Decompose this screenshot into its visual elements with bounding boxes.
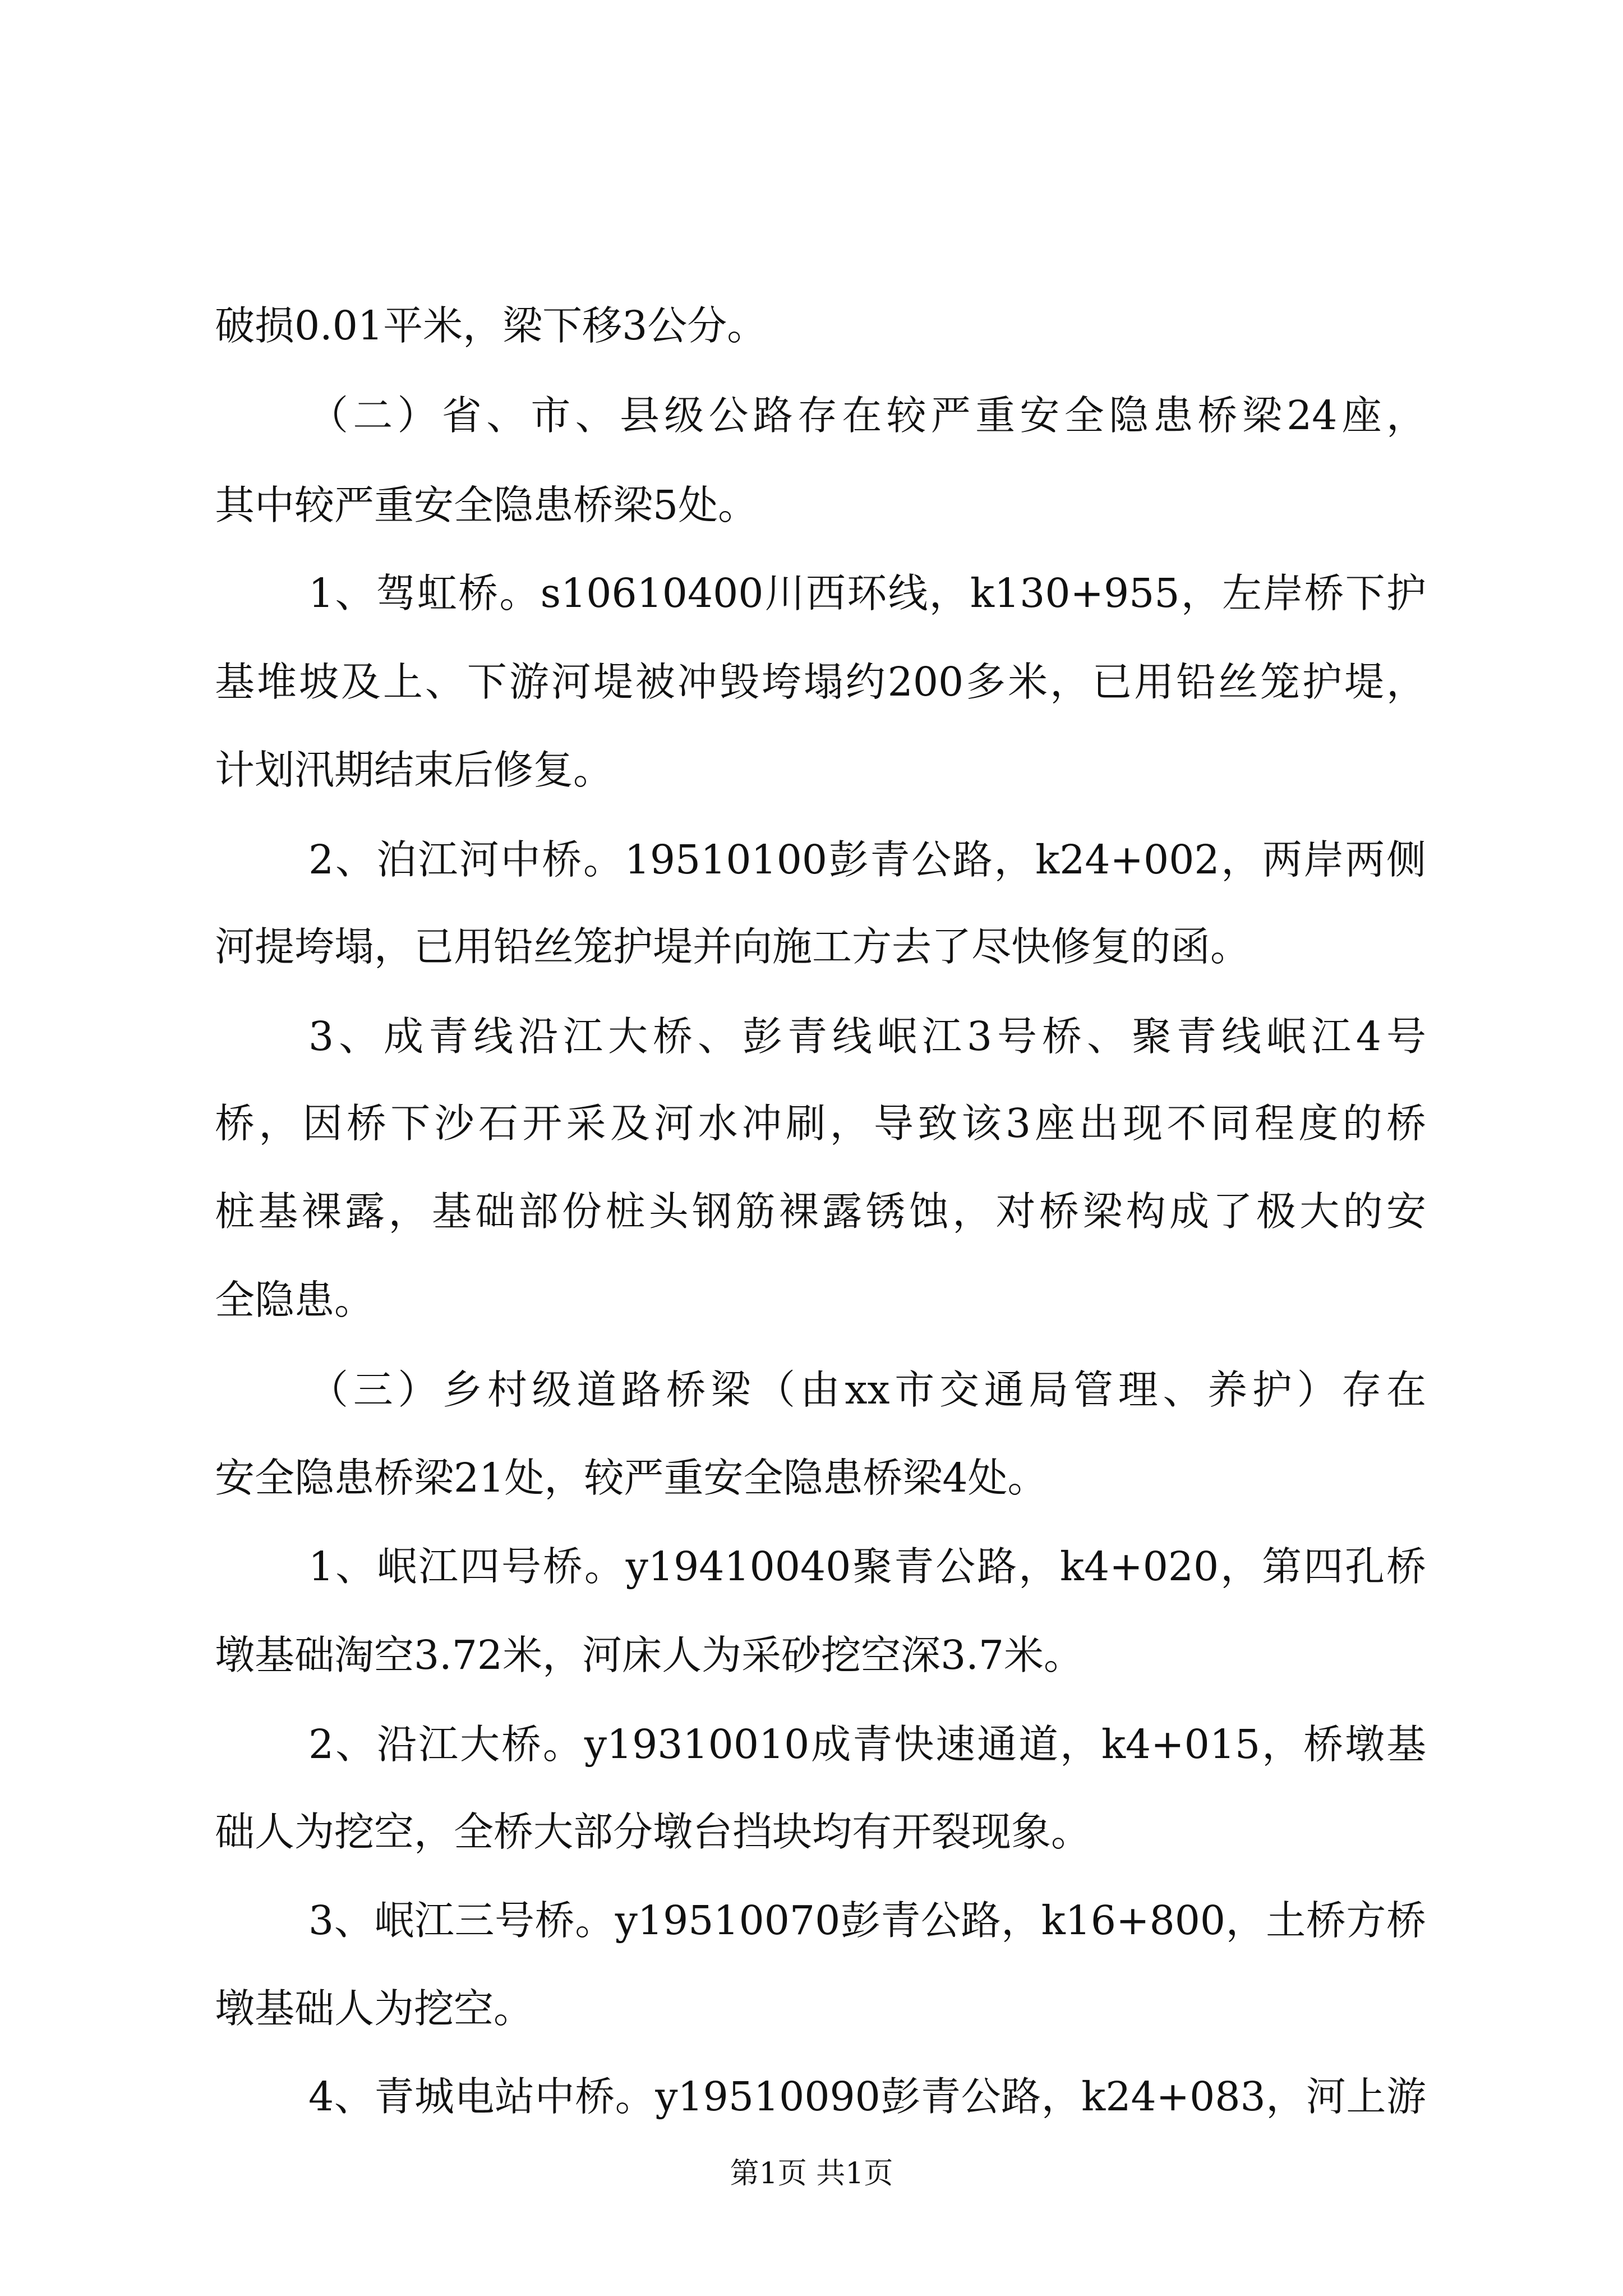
text-line: 墩基础人为挖空。	[215, 1985, 534, 2032]
text-line: 桩基裸露，基础部份桩头钢筋裸露锈蚀，对桥梁构成了极大的安	[215, 1188, 1426, 1235]
text-line: （三）乡村级道路桥梁（由xx市交通局管理、养护）存在	[308, 1366, 1426, 1413]
text-line: 计划汛期结束后修复。	[215, 747, 614, 793]
text-line: 安全隐患桥梁21处，较严重安全隐患桥梁4处。	[215, 1455, 1048, 1501]
text-line: 3、岷江三号桥。y19510070彭青公路，k16+800，土桥方桥	[308, 1897, 1426, 1944]
text-line: 1、岷江四号桥。y19410040聚青公路，k4+020，第四孔桥	[308, 1543, 1426, 1590]
text-line: 础人为挖空，全桥大部分墩台挡块均有开裂现象。	[215, 1809, 1091, 1855]
text-line: 2、沿江大桥。y19310010成青快速通道，k4+015，桥墩基	[308, 1721, 1426, 1768]
text-line: 基堆坡及上、下游河堤被冲毁垮塌约200多米，已用铅丝笼护堤，	[215, 659, 1426, 705]
text-line: 桥，因桥下沙石开采及河水冲刷，导致该3座出现不同程度的桥	[215, 1100, 1426, 1147]
text-line: 破损0.01平米，梁下移3公分。	[215, 302, 767, 349]
text-line: 3、成青线沿江大桥、彭青线岷江3号桥、聚青线岷江4号	[308, 1013, 1426, 1060]
text-line: 1、驾虹桥。s10610400川西环线，k130+955，左岸桥下护	[308, 570, 1426, 616]
text-line: 河提垮塌，已用铅丝笼护堤并向施工方去了尽快修复的函。	[215, 923, 1251, 970]
text-line: 全隐患。	[215, 1277, 375, 1323]
text-line: （二）省、市、县级公路存在较严重安全隐患桥梁24座，	[308, 392, 1426, 439]
text-line: 其中较严重安全隐患桥梁5处。	[215, 482, 758, 528]
text-line: 2、泊江河中桥。19510100彭青公路，k24+002，两岸两侧	[308, 836, 1426, 883]
page-footer: 第1页 共1页	[730, 2157, 893, 2191]
text-line: 4、青城电站中桥。y19510090彭青公路，k24+083，河上游	[308, 2073, 1426, 2120]
text-line: 墩基础淘空3.72米，河床人为采砂挖空深3.7米。	[215, 1632, 1084, 1678]
